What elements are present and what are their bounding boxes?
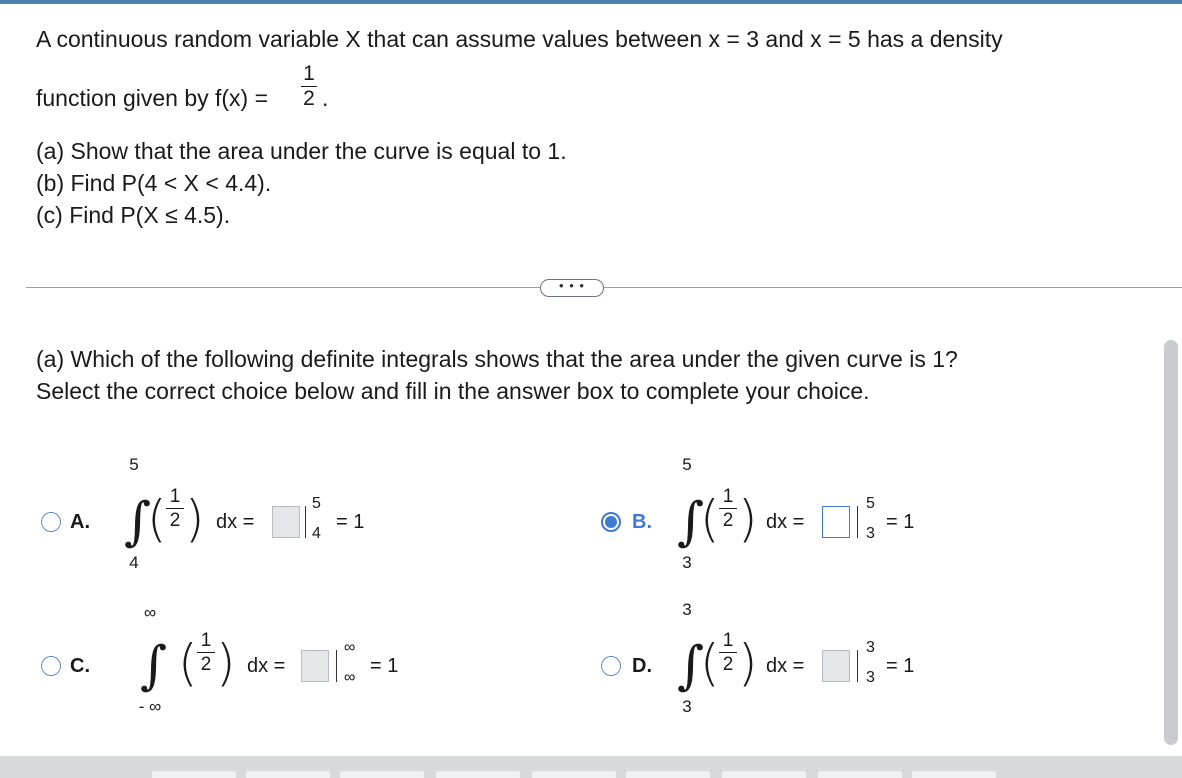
choice-d-fraction <box>719 630 737 675</box>
choice-a-eval-lower: 4 <box>312 525 321 542</box>
choice-b-radio[interactable] <box>601 512 621 532</box>
top-accent-bar <box>0 0 1182 4</box>
choice-b-equals-one: = 1 <box>886 511 915 533</box>
choice-c-numerator: 1 <box>200 630 212 651</box>
choice-d-eval-bar <box>857 650 858 682</box>
density-numerator: 1 <box>303 62 315 85</box>
density-period: . <box>322 85 329 111</box>
choice-d-eval-upper: 3 <box>866 639 875 656</box>
choice-c-eval-bar <box>336 650 337 682</box>
choice-a-integral-sign: ∫ <box>124 492 152 552</box>
choice-c-fraction <box>197 630 215 675</box>
question-part-a: (a) Show that the area under the curve is equal to 1. <box>36 138 567 164</box>
bottom-tab[interactable] <box>722 771 806 778</box>
vertical-scrollbar[interactable] <box>1160 340 1182 750</box>
choice-d-right-paren: ) <box>738 634 758 692</box>
choice-d-left-paren: ( <box>700 634 720 692</box>
density-denominator: 2 <box>303 87 315 110</box>
bottom-tab[interactable] <box>626 771 710 778</box>
choice-b-eval-upper: 5 <box>866 495 875 512</box>
choice-d-upper-limit: 3 <box>682 600 692 619</box>
part-a-prompt-line-2: Select the correct choice below and fill in the answer box to complete your choice. <box>36 378 870 404</box>
choice-b-right-paren: ) <box>738 490 758 548</box>
choice-b-numerator: 1 <box>722 486 734 507</box>
bottom-tab[interactable] <box>152 771 236 778</box>
choice-a-left-paren: ( <box>147 490 167 548</box>
choice-d-lower-limit: 3 <box>682 697 692 716</box>
choice-c-left-paren: ( <box>178 634 198 692</box>
choice-d-fraction-bar <box>719 652 737 653</box>
choice-d-denominator: 2 <box>722 654 734 675</box>
bottom-tab[interactable] <box>818 771 902 778</box>
choice-b-lower-limit: 3 <box>682 553 692 572</box>
choice-a-answer-box[interactable] <box>272 506 300 538</box>
choice-c-radio[interactable] <box>41 656 61 676</box>
choice-c-dx: dx = <box>247 655 286 677</box>
question-line-1: A continuous random variable X that can assume values between x = 3 and x = 5 has a density <box>36 26 1003 52</box>
choice-c-lower-limit: - ∞ <box>138 697 162 716</box>
choice-a-fraction-bar <box>166 508 184 509</box>
choice-d-integral-sign: ∫ <box>677 636 705 696</box>
choice-a-letter: A. <box>70 511 90 533</box>
choice-c-answer-box[interactable] <box>301 650 329 682</box>
choice-a-lower-limit: 4 <box>129 553 139 572</box>
choice-c-eval-upper: ∞ <box>344 639 356 656</box>
choice-b-integral-sign: ∫ <box>677 492 705 552</box>
choice-d-dx: dx = <box>766 655 805 677</box>
choice-b-left-paren: ( <box>700 490 720 548</box>
section-divider <box>26 287 1182 288</box>
question-part-c: (c) Find P(X ≤ 4.5). <box>36 202 231 228</box>
choice-d-radio[interactable] <box>601 656 621 676</box>
choice-d-eval-lower: 3 <box>866 669 875 686</box>
bottom-toolbar <box>0 756 1182 778</box>
choice-b-eval-lower: 3 <box>866 525 875 542</box>
choice-a-right-paren: ) <box>185 490 205 548</box>
choice-c-fraction-bar <box>197 652 215 653</box>
choice-c-integral-sign: ∫ <box>140 636 168 696</box>
show-more-button[interactable]: • • • <box>540 279 604 297</box>
choice-a-numerator: 1 <box>169 486 181 507</box>
choice-a-equals-one: = 1 <box>336 511 365 533</box>
choice-a-upper-limit: 5 <box>129 455 139 474</box>
choice-d-numerator: 1 <box>722 630 734 651</box>
question-line-2 <box>36 85 268 112</box>
question-part-b: (b) Find P(4 < X < 4.4). <box>36 170 272 196</box>
question-line-2-prefix: function given by f(x) = <box>36 85 269 111</box>
choice-a-eval-bar <box>305 506 306 538</box>
choice-b-denominator: 2 <box>722 510 734 531</box>
bottom-tab[interactable] <box>246 771 330 778</box>
choice-c-right-paren: ) <box>216 634 236 692</box>
choice-d-answer-box[interactable] <box>822 650 850 682</box>
choice-c-denominator: 2 <box>200 654 212 675</box>
choice-b-dx: dx = <box>766 511 805 533</box>
choice-b-eval-bar <box>857 506 858 538</box>
choice-c-upper-limit: ∞ <box>143 603 157 622</box>
bottom-tab[interactable] <box>340 771 424 778</box>
choice-a-fraction <box>166 486 184 531</box>
choice-a-dx: dx = <box>216 511 255 533</box>
choice-b-upper-limit: 5 <box>682 455 692 474</box>
choice-d-letter: D. <box>632 655 652 677</box>
choice-c-letter: C. <box>70 655 90 677</box>
part-a-prompt-line-1: (a) Which of the following definite integrals shows that the area under the given curve is 1? <box>36 346 958 372</box>
scrollbar-thumb[interactable] <box>1164 340 1178 745</box>
choice-a-radio[interactable] <box>41 512 61 532</box>
choice-d-equals-one: = 1 <box>886 655 915 677</box>
bottom-tab[interactable] <box>532 771 616 778</box>
choice-a-eval-upper: 5 <box>312 495 321 512</box>
choice-c-equals-one: = 1 <box>370 655 399 677</box>
choice-a-denominator: 2 <box>169 510 181 531</box>
choice-b-fraction-bar <box>719 508 737 509</box>
choice-b-fraction <box>719 486 737 531</box>
bottom-tab[interactable] <box>436 771 520 778</box>
choice-b-letter: B. <box>632 511 652 533</box>
choice-c-eval-lower: ∞ <box>344 669 356 686</box>
choice-b-answer-box[interactable] <box>822 506 850 538</box>
density-fraction <box>301 63 317 110</box>
bottom-tab[interactable] <box>912 771 996 778</box>
